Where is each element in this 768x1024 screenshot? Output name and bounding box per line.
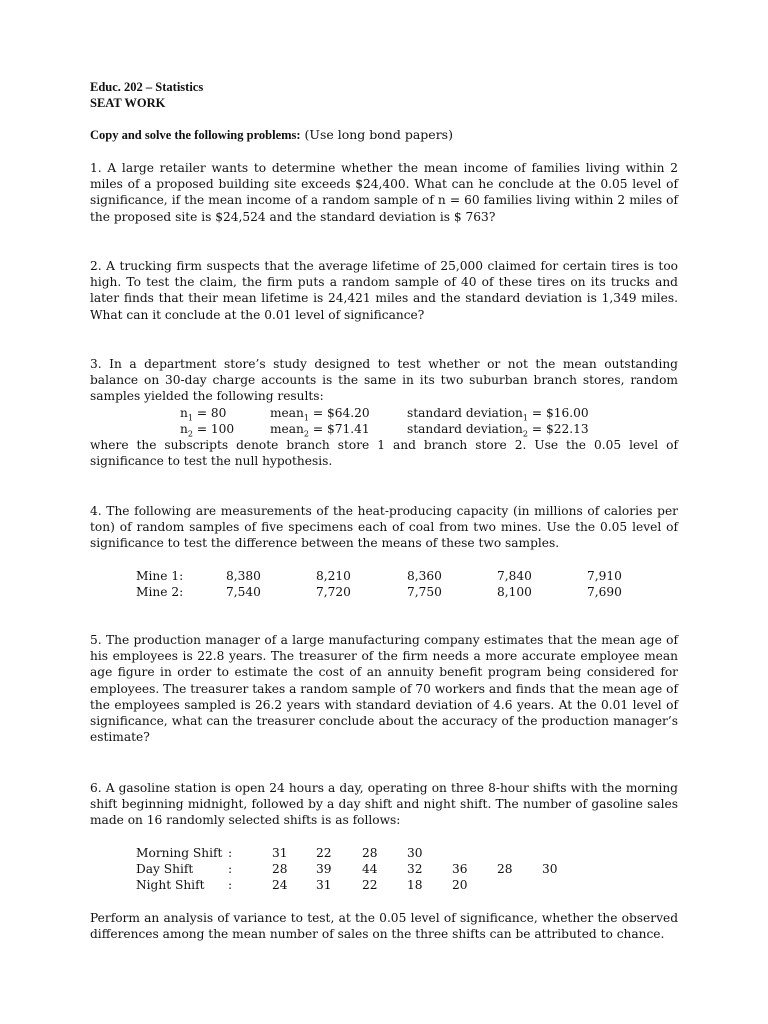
document-page: Educ. 202 – Statistics SEAT WORK Copy and solve the following problems: (Use long bond papers) 1. A large retailer wants to determine whether the mean income of families living within 2 miles of a proposed building site exceeds $24,400. What can he conclude at the 0.05 level of significance, if the mean income of a random sample of n = 60 families living within 2 miles of the proposed site is $24,524 and the standard deviation is $ 763? 2. A trucking firm suspects that the average lifetime of 25,000 claimed for certain tires is too high. To test the claim, the firm puts a random sample of 40 of these tires on its trucks and later finds that their mean lifetime is 24,421 miles and the standard deviation is 1,349 miles. What can it conclude at the 0.01 level of significance? 3. In a department store’s study designed to test whether or not the mean outstanding balance on 30-day charge accounts is the same in its two suburban branch stores, random samples yielded the following results: $n_1 = 80$ mean$_1$ = $64.20 standard deviation$_1$ = $16.00 $n_2 = 100$ mean$_2$ = $71.41 standard deviation$_2$ = $22.13 where the subscripts denote branch store 1 and branch store 2. Use the 0.05 level of significance to test the null hypothesis. 4. The following are measurements of the heat-producing capacity (in millions of calories per ton) of random samples of five specimens each of coal from two mines. Use the 0.05 level of significance to test the difference between the means of these two samples. Mine 1: 8,380 8,210 8,360 7,840 7,910 Mine 2: 7,540 7,720 7,750 8,100 7,690 5. The production manager of a large manufacturing company estimates that the mean age of his employees is 22.8 years. The treasurer of the firm needs a more accurate employee mean age figure in order to estimate the cost of an annuity benefit program being considered for employees. The treasurer takes a random sample of 70 workers and finds that the mean age of the employees sampled is 26.2 years with standard deviation of 4.6 years. At the 0.01 level of significance, what can the treasurer conclude about the accuracy of the production manager’s estimate? 6. A gasoline station is open 24 hours a day, operating on three 8-hour shifts with the morning shift beginning midnight, followed by a day shift and night shift. The number of gasoline sales made on 16 randomly selected shifts is as follows: Morning Shift : 31 22 28 30 Day Shift : 28 39 44 32 36 28 30 Night Shift : 24 31 22 18 20 Perform an analysis of variance to test, at the 0.05 level of significance, whether the observed differences among the mean number of sales on the three shifts can be attributed to chance. [90, 80, 678, 942]
problem-3-outro: where the subscripts denote branch store 1 and branch store 2. Use the 0.05 level of significance to test the null hypothesis. [90, 438, 678, 469]
instruction-line [90, 127, 678, 143]
problem-2: 2. A trucking firm suspects that the average lifetime of 25,000 claimed for certain tires is too high. To test the claim, the firm puts a random sample of 40 of these tires on its trucks and later finds that their mean lifetime is 24,421 miles and the standard deviation is 1,349 miles. What can it conclude at the 0.01 level of significance? [90, 259, 678, 322]
seat-work-title: SEAT WORK [90, 96, 166, 110]
problem-6-outro: Perform an analysis of variance to test, at the 0.05 level of significance, whether the observed differences among the mean number of sales on the three shifts can be attributed to chance. [90, 911, 678, 942]
problem-4-intro: 4. The following are measurements of the heat-producing capacity (in millions of calories per ton) of random samples of five specimens each of coal from two mines. Use the 0.05 level of significance to test the difference between the means of these two samples. [90, 504, 678, 551]
instruction-normal: (Use long bond papers) [300, 127, 453, 142]
course-title: Educ. 202 – Statistics [90, 80, 204, 94]
instruction-bold: Copy and solve the following problems: [90, 128, 301, 142]
problem-1: 1. A large retailer wants to determine whether the mean income of families living within 2 miles of a proposed building site exceeds $24,400. What can he conclude at the 0.05 level of significance, if the mean income of a random sample of n = 60 families living within 2 miles of the proposed site is $24,524 and the standard deviation is $ 763? [90, 161, 678, 224]
problem-5: 5. The production manager of a large manufacturing company estimates that the mean age of his employees is 22.8 years. The treasurer of the firm needs a more accurate employee mean age figure in order to estimate the cost of an annuity benefit program being considered for employees. The treasurer takes a random sample of 70 workers and finds that the mean age of the employees sampled is 26.2 years with standard deviation of 4.6 years. At the 0.01 level of significance, what can the treasurer conclude about the accuracy of the production manager’s estimate? [90, 633, 678, 745]
problem-6-intro: 6. A gasoline station is open 24 hours a day, operating on three 8-hour shifts with the morning shift beginning midnight, followed by a day shift and night shift. The number of gasoline sales made on 16 randomly selected shifts is as follows: [90, 781, 678, 828]
problem-3-intro: 3. In a department store’s study designed to test whether or not the mean outstanding balance on 30-day charge accounts is the same in its two suburban branch stores, random samples yielded the following results: [90, 357, 678, 404]
